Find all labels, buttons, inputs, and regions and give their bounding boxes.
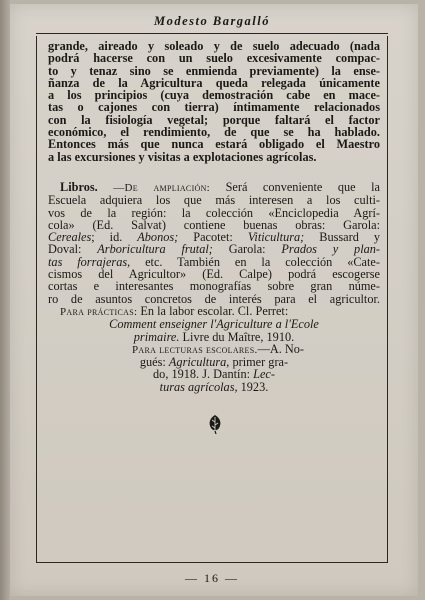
text-line: grande, aireado y soleado y de suelo adecuado (nada: [48, 39, 380, 53]
text-line: gués: Agricultura, primer gra-: [139, 355, 289, 370]
text-line: turas agrícolas, 1923.: [159, 379, 269, 394]
text-line: a las excursiones y visitas a explotaciones agrícolas.: [48, 149, 317, 164]
running-header: Modesto Bargalló: [153, 14, 271, 28]
libros-heading: Libros.: [60, 180, 98, 194]
text-line: Escuela adquiera los que más interesen a los culti-: [48, 193, 380, 208]
text-line: tas forrajeras, etc. También en la colección «Cate-: [48, 254, 380, 269]
text-line: Entonces más que nunca estará obligado el Maestro: [48, 137, 380, 152]
text-line: podrá hacerse con un suelo excesivamente compac-: [48, 51, 380, 66]
lecturas-label: Para lecturas escolares.: [131, 343, 258, 356]
text-line: Libros. —De ampliación: Será conveniente que la: [60, 180, 381, 194]
text-line: cismos del Agricultor» (Ed. Calpe) podrá escogerse: [48, 267, 380, 282]
text-line: ro de asuntos concretos de interés para el agricultor.: [48, 291, 380, 306]
paragraph-agriculture-intro: [48, 40, 380, 163]
text-line: ñanza de la Agricultura queda relegada únicamente: [48, 75, 380, 90]
text-line: cola» (Ed. Salvat) contiene buenas obras: Garola:: [48, 217, 380, 232]
ampliacion-label: —De ampliación:: [113, 182, 211, 194]
paragraph-libros: [48, 181, 380, 393]
text-line: económico, el rendimiento, de que se ha hablado.: [48, 125, 380, 140]
practicas-label: Para prácticas:: [60, 305, 138, 318]
binding-gutter: [0, 0, 10, 600]
text-line: a los principios (cuya demostración cabe en mace-: [48, 88, 380, 103]
text-line: to y tenaz sino se enmienda previamente) la ense-: [48, 63, 380, 78]
header-rule: [36, 33, 388, 34]
text-line: Comment enseigner l'Agriculture a l'Ecole: [109, 317, 319, 332]
text-line: Para lecturas escolares.—A. No-: [131, 341, 305, 356]
page-number: — 16 —: [185, 571, 239, 585]
text-line: tas o cajones con tierra) íntimamente relacionados: [48, 100, 380, 115]
text-line: cortas e interesantes monografías sobre gran núme-: [48, 279, 380, 294]
text-line: con la fisiología vegetal; porque faltará el factor: [48, 112, 380, 127]
text-line: Cereales; id. Abonos; Pacotet: Viticultura; Bussard y: [48, 230, 380, 245]
leaf-ornament-icon: [206, 414, 224, 434]
text-line: do, 1918. J. Dantín: Lec-: [153, 367, 275, 382]
text-line: Para prácticas: En la labor escolar. Cl. Perret:: [60, 303, 289, 318]
text-line: primaire. Livre du Maître, 1910.: [133, 329, 295, 344]
text-line: vos de la región: la colección «Enciclopedia Agrí-: [48, 205, 380, 220]
text-line: Doval: Arboricultura frutal; Garola: Prados y plan-: [48, 242, 380, 257]
